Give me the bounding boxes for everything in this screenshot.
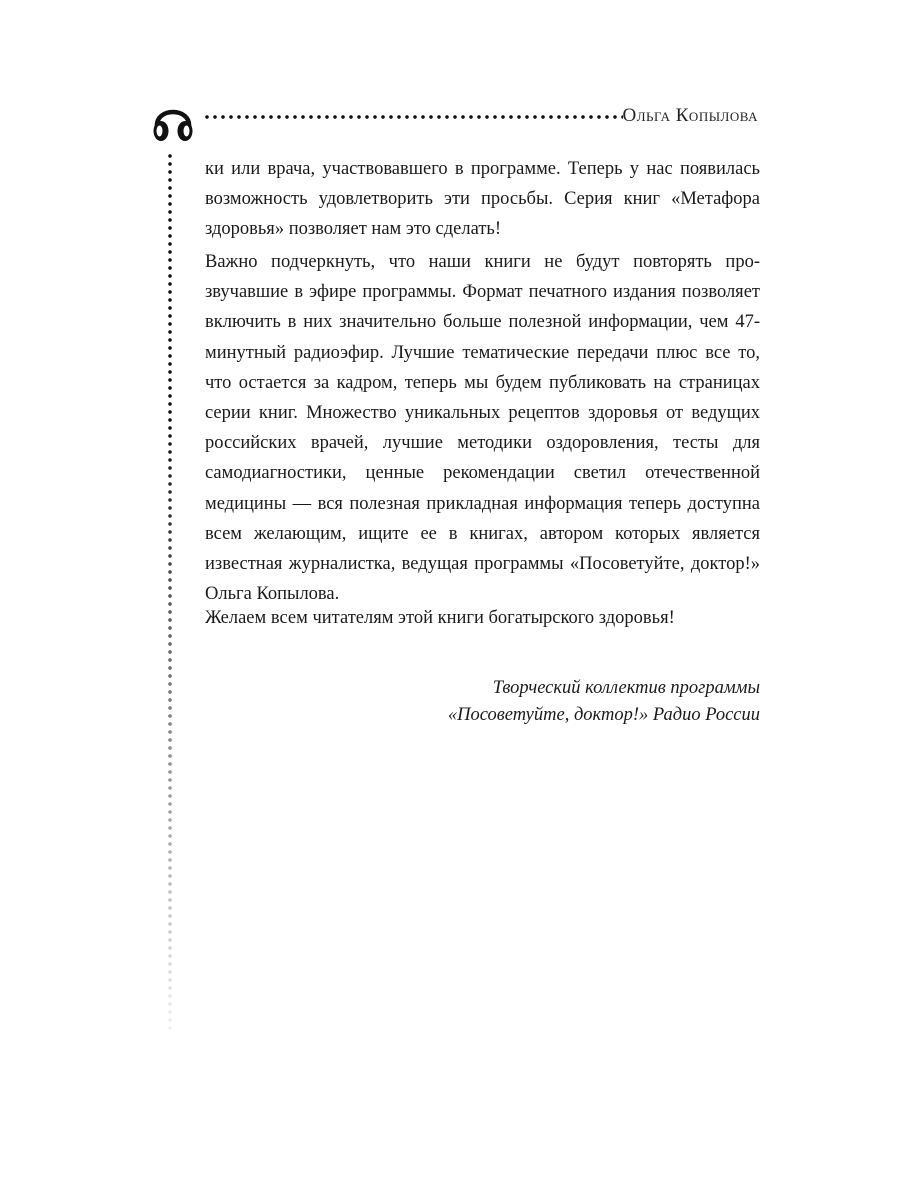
paragraph-1 (205, 154, 760, 245)
header-dotted-rule (203, 115, 623, 119)
running-head-author: Ольга Копылова (622, 105, 758, 126)
signature-line-1: Творческий коллектив программы (492, 678, 760, 698)
side-dotted-rule (168, 152, 172, 1032)
paragraph-text: ки или врача, участвовавшего в программе. Теперь у нас появилась возможность удовлетворить эти просьбы. Серия книг «Метафора здоровья» позволяет нам это сделать! (205, 159, 760, 240)
paragraph-3 (205, 603, 760, 633)
paragraph-2 (205, 247, 760, 609)
paragraph-text: Желаем всем читателям этой книги богатырского здоровья! (205, 608, 675, 628)
signature (360, 675, 760, 729)
paragraph-text: Важно подчеркнуть, что наши книги не будут повторять прозвучавшие в эфире программы. Формат печатного издания позволяет включить в них значительно больше полезной информации, чем 47-минутный радиоэфир. Лучшие тематические передачи плюс все то, что остается за кадром, теперь мы будем публиковать на страницах серии книг. Множество уникальных рецептов здоровья от ведущих российских врачей, лучшие методики оздоровления, тесты для самодиагностики, ценные рекомендации светил отечественной медицины — вся полезная прикладная информация теперь доступна всем желающим, ищите ее в книгах, автором которых является известная журналистка, ведущая программы «Посоветуйте, доктор!» Ольга Копылова. (205, 252, 760, 605)
signature-line-2: «Посоветуйте, доктор!» Радио России (447, 705, 760, 725)
headphones-icon (151, 97, 195, 145)
